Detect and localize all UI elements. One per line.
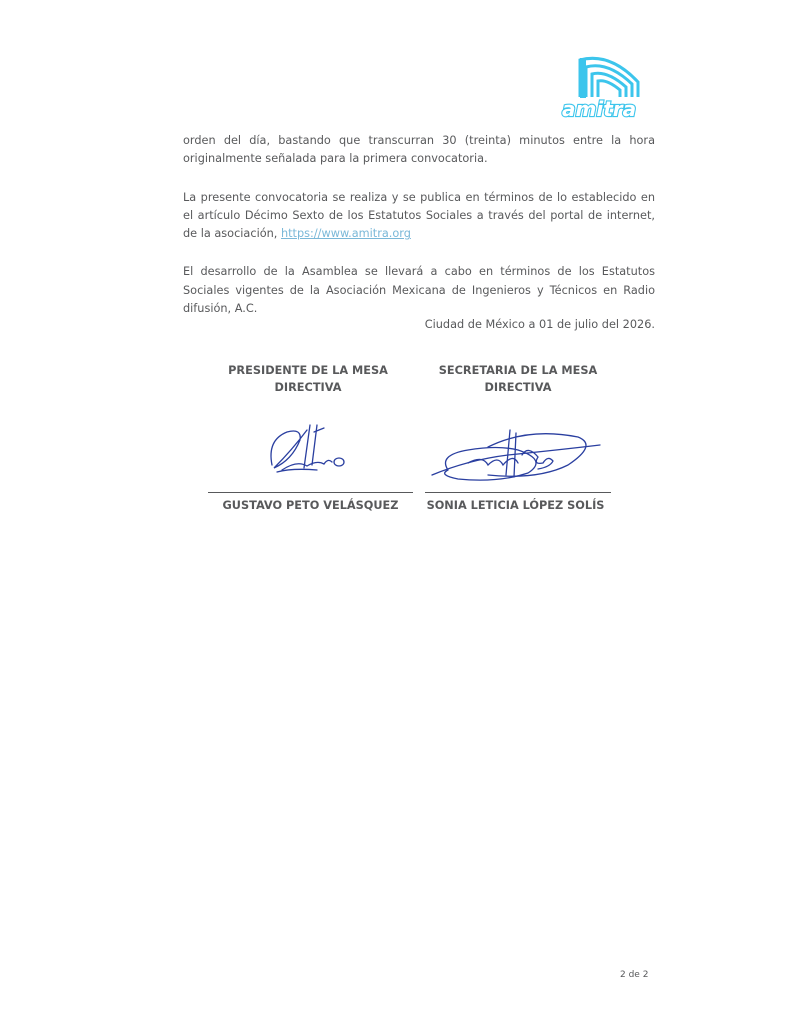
president-signature-line [208,492,413,493]
paragraph-assembly: El desarrollo de la Asamblea se llevará a cabo en términos de los Estatutos Sociales vigentes de la Asociación Mexicana de Ingenieros y Técnicos en Radio difusión, A.C. [183,265,655,316]
amitra-website-link[interactable]: https://www.amitra.org [280,227,411,241]
secretary-signature-line [425,492,611,493]
secretary-title-line1: SECRETARIA DE LA MESA [438,364,598,377]
paragraph-publication-text: La presente convocatoria se realiza y se publica en términos de lo establecido en el artículo Décimo Sexto de los Estatutos Sociales a través del portal de internet, de la asociación, [183,190,655,241]
secretary-title [418,362,618,396]
paragraph-quorum: orden del día, bastando que transcurran 30 (treinta) minutos entre la hora originalmente señalada para la primera convocatoria. [183,134,655,166]
date-line: Ciudad de México a 01 de julio del 2026. [424,318,655,331]
page-number: 2 de 2 [620,970,649,980]
secretary-title-line2: DIRECTIVA [484,381,552,394]
president-title-line1: PRESIDENTE DE LA MESA [228,364,388,377]
svg-text:amitra: amitra [562,97,637,121]
president-signature [262,420,352,480]
president-title [208,362,408,396]
paragraph-publication [183,189,655,244]
amitra-logo [560,52,646,122]
president-name: GUSTAVO PETO VELÁSQUEZ [222,499,399,512]
amitra-logo-icon [560,52,646,122]
secretary-signature [428,425,608,487]
president-title-line2: DIRECTIVA [274,381,342,394]
document-body [183,132,655,318]
secretary-name: SONIA LETICIA LÓPEZ SOLÍS [426,499,605,512]
